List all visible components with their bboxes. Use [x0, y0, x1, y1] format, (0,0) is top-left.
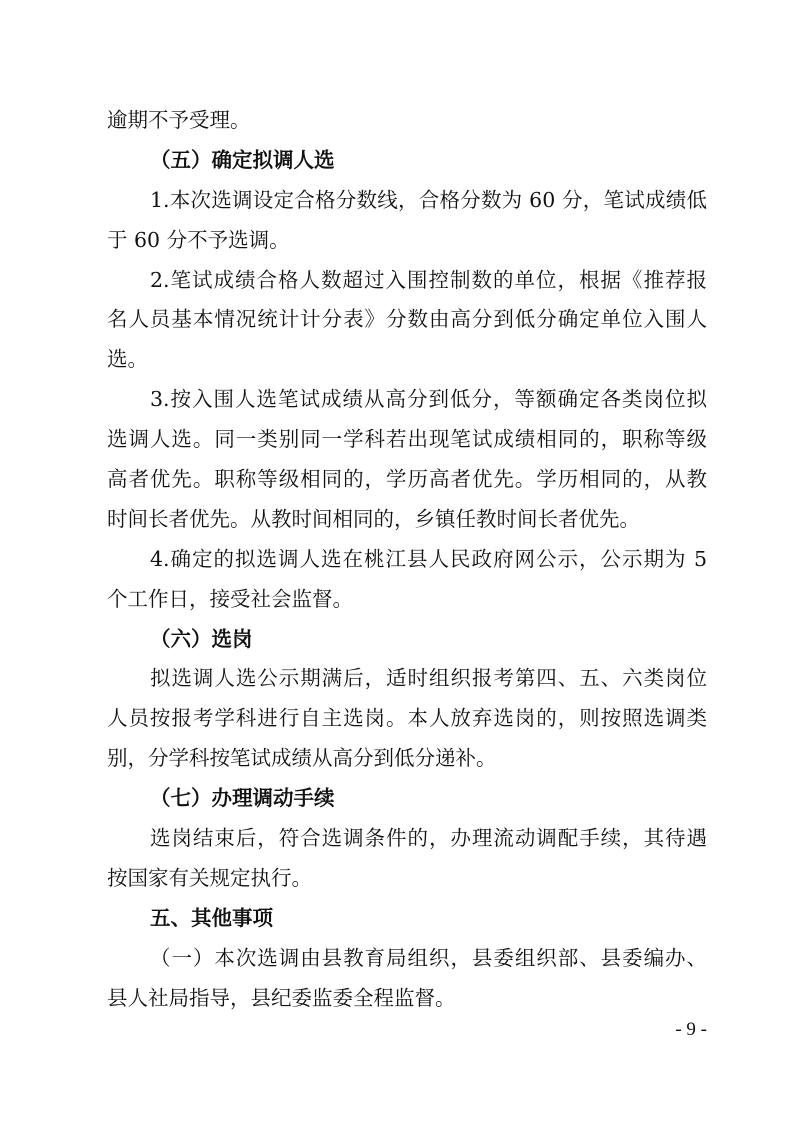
section-heading: （六）选岗: [150, 626, 253, 651]
text-line: 逾期不予受理。: [107, 108, 251, 132]
text-line: 名人员基本情况统计计分表》分数由高分到低分确定单位入围人: [107, 307, 707, 332]
text-line: 别，分学科按笔试成绩从高分到低分递补。: [107, 746, 497, 771]
text-line: 选调人选。同一类别同一学科若出现笔试成绩相同的，职称等级: [107, 427, 707, 452]
text-line: 1.本次选调设定合格分数线，合格分数为 60 分，笔试成绩低: [150, 187, 707, 212]
text-line: 4.确定的拟选调人选在桃江县人民政府网公示，公示期为 5: [150, 546, 707, 571]
text-line: 人员按报考学科进行自主选岗。本人放弃选岗的，则按照选调类: [107, 706, 707, 731]
text-line: 个工作日，接受社会监督。: [107, 586, 353, 611]
text-line: 县人社局指导，县纪委监委全程监督。: [107, 985, 456, 1010]
text-line: 选。: [107, 347, 148, 372]
text-line: 时间长者优先。从教时间相同的，乡镇任教时间长者优先。: [107, 506, 640, 531]
section-heading: 五、其他事项: [150, 905, 273, 930]
text-line: 选岗结束后，符合选调条件的，办理流动调配手续，其待遇: [150, 826, 707, 851]
document-body: [107, 101, 707, 1018]
text-line: 于 60 分不予选调。: [107, 227, 290, 252]
section-heading: （七）办理调动手续: [150, 786, 335, 811]
section-heading: （五）确定拟调人选: [150, 147, 335, 172]
text-line: 按国家有关规定执行。: [107, 865, 312, 890]
page-number: - 9 -: [675, 1019, 707, 1040]
text-line: 高者优先。职称等级相同的，学历高者优先。学历相同的，从教: [107, 467, 707, 492]
text-line: 拟选调人选公示期满后，适时组织报考第四、五、六类岗位: [150, 666, 707, 691]
text-line: 3.按入围人选笔试成绩从高分到低分，等额确定各类岗位拟: [150, 387, 707, 412]
text-line: （一）本次选调由县教育局组织，县委组织部、县委编办、: [150, 945, 707, 970]
text-line: 2.笔试成绩合格人数超过入围控制数的单位，根据《推荐报: [150, 267, 707, 292]
